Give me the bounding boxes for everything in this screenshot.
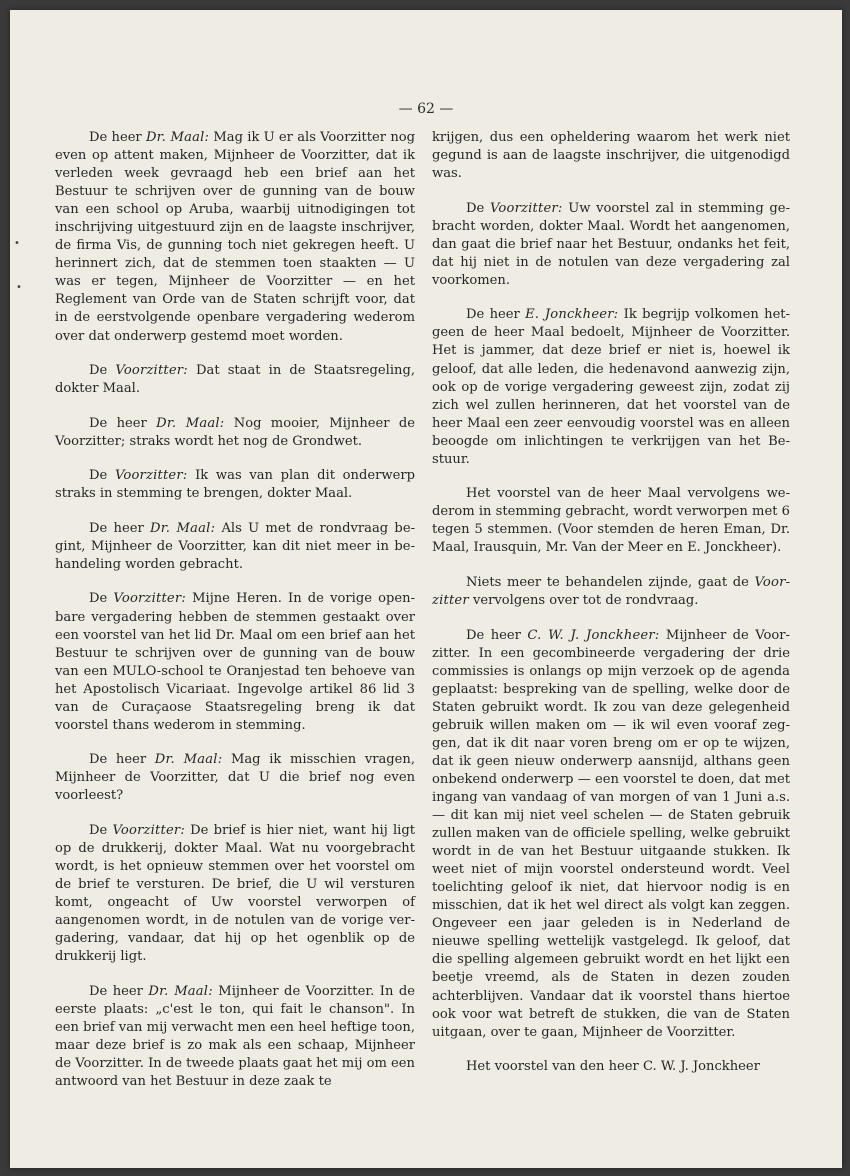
paragraph-text: Mag ik misschien vragen, Mijnheer de Voorzitter, dat U die brief nog even voorleest?	[55, 752, 416, 804]
paragraph-prefix: De	[89, 823, 113, 838]
paragraph	[55, 467, 415, 503]
paragraph	[55, 129, 415, 346]
paragraph-text: Nog mooier, Mijnheer de Voorzitter; straks wordt het nog de Grondwet.	[55, 415, 416, 449]
paragraph-prefix: De heer	[89, 520, 150, 536]
paragraph-text: Ik was van plan dit onderwerp straks in stemming te brengen, dokter Maal.	[55, 468, 415, 502]
speaker-name: Voorzitter:	[114, 468, 188, 484]
paragraph	[55, 822, 415, 966]
paragraph-text: Uw voorstel zal in stemming gebracht worden, dokter Maal. Wordt het aangenomen, dan gaat die brief naar het Bestuur, ondanks het feit, dat hij niet in de notulen van deze vergadering zal voorkomen.	[432, 200, 790, 288]
paragraph-prefix: De	[89, 468, 115, 484]
paragraph-text: krijgen, dus een opheldering waarom het werk niet gegund is aan de laagste inschrijver, die uitgenodigd was.	[432, 130, 790, 182]
speaker-name: Voorzitter:	[115, 363, 188, 379]
margin-mark: •	[16, 282, 22, 293]
document-page	[10, 10, 842, 1168]
paragraph-text: vervolgens over tot de rondvraag.	[468, 593, 699, 609]
paragraph	[55, 415, 415, 451]
paragraph	[432, 129, 790, 183]
paragraph	[55, 983, 415, 1091]
paragraph-text: Mijnheer de Voorzitter. In de eerste plaats: „c'est le ton, qui fait le chanson". In een brief van mij verwacht men een heel heftige toon, maar deze brief is zo mak als een schaap, Mijnheer de Voorzitter. In de tweede plaats gaat het mij om een antwoord van het Bestuur in deze zaak te	[55, 983, 416, 1090]
paragraph-text: Dat staat in de Staatsregeling, dokter Maal.	[55, 363, 415, 397]
speaker-name: Dr. Maal:	[150, 520, 216, 536]
paragraph-prefix: De heer	[466, 307, 526, 323]
paragraph-prefix: De heer	[89, 130, 146, 145]
paragraph-text: Het voorstel van de heer Maal vervolgens wederom in stemming gebracht, wordt verworpen met 6 tegen 5 stemmen. (Voor stemden de heren Eman, Dr. Maal, Irausquin, Mr. Van der Meer en E. Jonckheer).	[432, 486, 790, 556]
speaker-name: Voorzitter:	[489, 200, 563, 216]
margin-mark: •	[14, 238, 20, 249]
speaker-name: Dr. Maal:	[156, 415, 225, 431]
paragraph	[432, 627, 790, 1042]
page-number: — 62 —	[398, 101, 454, 117]
paragraph	[55, 751, 415, 805]
paragraph-prefix: De	[89, 363, 116, 379]
paragraph-text: De brief is hier niet, want hij ligt op de drukkerij, dokter Maal. Wat nu voorgebracht wordt, is het opnieuw stemmen over het voorstel om de brief te versturen. De brief, die U wil versturen komt, ongeacht of Uw voorstel verworpen of aangenomen wordt, in de notulen van de vorige vergadering, vandaar, dat hij op het ogenblik op de drukkerij ligt.	[55, 823, 415, 965]
speaker-name: Dr. Maal:	[148, 983, 213, 999]
paragraph	[55, 520, 415, 574]
paragraph-prefix: De	[466, 200, 490, 216]
paragraph	[55, 590, 415, 734]
paragraph-text: Mijnheer de Voorzitter. In een gecombineerde vergadering der drie commissies is onlangs op mijn verzoek op de agenda geplaatst: bespreking van de spelling, welke door de Staten gebruikt wordt. Ik zou van deze gelegenheid gebruik willen maken om — ik wil even vooraf zeggen, dat ik dit naar voren breng om er op te wijzen, dat ik geen nieuw onderwerp aansnijd, althans geen onbekend onderwerp — een voorstel te doen, dat met ingang van vandaag of van morgen of van 1 Juni a.s. — dit kan mij niet veel schelen — de Staten gebruik zullen maken van de officiele spelling, welke gebruikt wordt in de van het Bestuur uitgaande stukken. Ik weet niet of mijn voorstel ondersteund wordt. Veel toelichting geloof ik niet, dat hiervoor nodig is en misschien, dat ik het wel direct als volgt kan zeggen. Ongeveer een jaar geleden is in Nederland de nieuwe spelling wettelijk vastgelegd. Ik geloof, dat die spelling algemeen gebruikt wordt en het lijkt een beetje vreemd, als de Staten in dezen zouden achterblijven. Vandaar dat ik voorstel thans hiertoe ook voor wat betreft de stukken, die van de Staten uitgaan, over te gaan, Mijnheer de Voorzitter.	[432, 627, 790, 1040]
paragraph	[432, 574, 790, 610]
speaker-name: C. W. J. Jonckheer:	[527, 627, 660, 643]
paragraph-text: Mijne Heren. In de vorige openbare vergadering hebben de stemmen gestaakt over een voorstel van het lid Dr. Maal om een brief aan het Bestuur te schrijven over de gunning van de bouw van een MULO-school te Oranjestad ten behoeve van het Apostolisch Vicariaat. Ingevolge artikel 86 lid 3 van de Curaçaose Staatsregeling breng ik dat voorstel thans wederom in stemming.	[55, 591, 415, 733]
paragraph-prefix: Niets meer te behandelen zijnde, gaat de	[466, 574, 755, 590]
speaker-name: Dr. Maal:	[154, 752, 223, 768]
right-column	[432, 129, 790, 1076]
paragraph	[432, 306, 790, 468]
speaker-name: Voorzitter:	[113, 591, 186, 607]
left-column	[55, 129, 415, 1091]
paragraph-prefix: De	[89, 591, 114, 607]
speaker-name: E. Jonckheer:	[525, 307, 619, 323]
paragraph	[432, 1058, 790, 1076]
paragraph-prefix: De heer	[89, 983, 149, 999]
paragraph-prefix: De heer	[89, 415, 157, 431]
paragraph	[432, 200, 790, 290]
speaker-name: Dr. Maal:	[145, 130, 210, 145]
paragraph-text: Ik begrijp volkomen hetgeen de heer Maal bedoelt, Mijnheer de Voorzitter. Het is jammer, dat deze brief er niet is, hoewel ik geloof, dat alle leden, die hedenavond aanwezig zijn, ook op de vorige vergadering geweest zijn, zodat zij zich wel zullen herinneren, dat het voorstel van de heer Maal een zeer eenvoudig voorstel was en alleen beoogde om inlichtingen te verkrijgen van het Bestuur.	[432, 307, 791, 467]
paragraph-prefix: De heer	[89, 752, 155, 768]
paragraph-text: Mag ik U er als Voorzitter nog even op attent maken, Mijnheer de Voorzitter, dat ik verleden week gevraagd heb een brief aan het Bestuur te schrijven over de gunning van de bouw van een school op Aruba, waarbij uitnodigingen tot inschrijving uitgestuurd zijn en de laagste inschrijver, de firma Vis, de gunning toch niet gekregen heeft. U herinnert zich, dat de stemmen toen staakten — U was er tegen, Mijnheer de Voorzitter — en het Reglement van Orde van de Staten schrijft voor, dat in de eerstvolgende openbare vergadering wederom over dat onderwerp gestemd moet worden.	[55, 130, 416, 344]
speaker-name: Voorzitter	[432, 574, 790, 609]
speaker-name: Voorzitter:	[112, 823, 185, 838]
paragraph	[432, 485, 790, 557]
paragraph-prefix: De heer	[466, 627, 528, 643]
paragraph-text: Het voorstel van den heer C. W. J. Jonckheer	[466, 1059, 760, 1075]
paragraph	[55, 362, 415, 398]
paragraph-text: Als U met de rondvraag begint, Mijnheer de Voorzitter, kan dit niet meer in behandeling worden gebracht.	[55, 520, 416, 572]
